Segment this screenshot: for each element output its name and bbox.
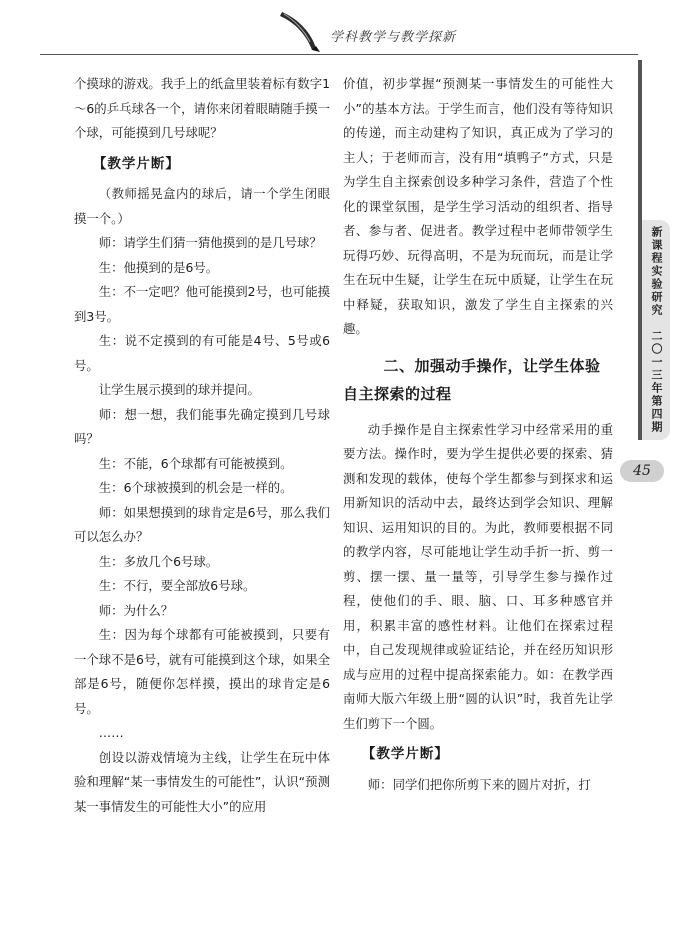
paragraph: 师：为什么？ (98, 602, 174, 618)
section-heading (343, 352, 613, 408)
right-column (343, 72, 613, 797)
left-column (74, 72, 330, 819)
pen-nib-icon (276, 8, 324, 54)
paragraph: （教师摇晃盒内的球后，请一个学生闭眼摸一个。） (74, 186, 330, 226)
paragraph: 师：如果想摸到的球肯定是6号，那么我们可以怎么办？ (74, 504, 330, 544)
paragraph: 师：想一想，我们能事先确定摸到几号球吗？ (74, 406, 330, 446)
paragraph: 动手操作是自主探索性学习中经常采用的重要方法。操作时，要为学生提供必要的探索、猜测和发现的载体，使每个学生都参与到探求和运用新知识的活动中去，最终达到学会知识、理解知识、运用知识的目的。为此，教师要根据不同的教学内容，尽可能地让学生动手折一折、剪一剪、摆一摆、量一量等，引导学生参与操作过程，使他们的手、眼、脑、口、耳多种感官并用，积累丰富的感性材料。让他们在探索过程中，自己发现规律或验证结论，并在经历知识形成与应用的过程中提高探索能力。如：在教学西南师大版六年级上册“圆的认识”时，我首先让学生们剪下一个圆。 (343, 421, 613, 731)
excerpt-label: 【教学片断】 (361, 746, 449, 762)
paragraph: 生：不行，要全部放6号球。 (98, 578, 256, 593)
paragraph: 让学生展示摸到的球并提问。 (98, 382, 260, 397)
paragraph: 生：不能，6个球都有可能被摸到。 (98, 455, 293, 471)
paragraph: …… (98, 725, 124, 740)
header-divider (40, 54, 638, 55)
paragraph: 生：6个球被摸到的机会是一样的。 (98, 480, 293, 495)
heading-line: 二、加强动手操作，让学生体验 (383, 356, 601, 375)
paragraph: 生：多放几个6号球。 (98, 553, 219, 569)
journal-info (645, 226, 667, 434)
journal-name: 新课程实验研究 (650, 226, 663, 317)
page-number: 45 (620, 460, 664, 482)
paragraph: 生：说不定摸到的有可能是4号、5号或6号。 (74, 333, 330, 373)
paragraph-continued: 价值，初步掌握“预测某一事情发生的可能性大小”的基本方法。于学生而言，他们没有等待知识的传递，而主动建构了知识，真正成为了学习的主人；于老师而言，没有用“填鸭子”方式，只是为学生自主探索创设多种学习条件，营造了个性化的课堂氛围，是学生学习活动的组织者、指导者、参与者、促进者。教学过程中老师带领学生玩得巧妙、玩得高明，不是为玩而玩，而是让学生在玩中生疑，让学生在玩中质疑，让学生在玩中释疑，获取知识，激发了学生自主探索的兴趣。 (343, 76, 613, 336)
paragraph: 生：不一定吧？他可能摸到2号，也可能摸到3号。 (74, 284, 330, 324)
paragraph: 创设以游戏情境为主线，让学生在玩中体验和理解“某一事情发生的可能性”，认识“预测某一事情发生的可能性大小”的应用 (74, 749, 330, 814)
paragraph: 生：因为每个球都有可能被摸到，只要有一个球不是6号，就有可能摸到这个球，如果全部是6号，随便你怎样摸，摸出的球肯定是6号。 (74, 627, 330, 716)
paragraph: 生：他摸到的是6号。 (98, 259, 219, 275)
section-title: 学科教学与教学探新 (330, 30, 457, 45)
paragraph: 师：请学生们猜一猜他摸到的是几号球？ (98, 235, 322, 250)
paragraph-continued: 个摸球的游戏。我手上的纸盒里装着标有数字1～6的乒乓球各一个，请你来闭着眼睛随手摸一个球，可能摸到几号球呢？ (74, 76, 330, 140)
heading-line: 自主探索的过程 (343, 384, 452, 403)
excerpt-label: 【教学片断】 (92, 155, 180, 172)
journal-issue: 二〇一三年第四期 (650, 330, 663, 434)
page-header (0, 0, 680, 60)
paragraph: 师：同学们把你所剪下来的圆片对折，打 (367, 776, 591, 792)
